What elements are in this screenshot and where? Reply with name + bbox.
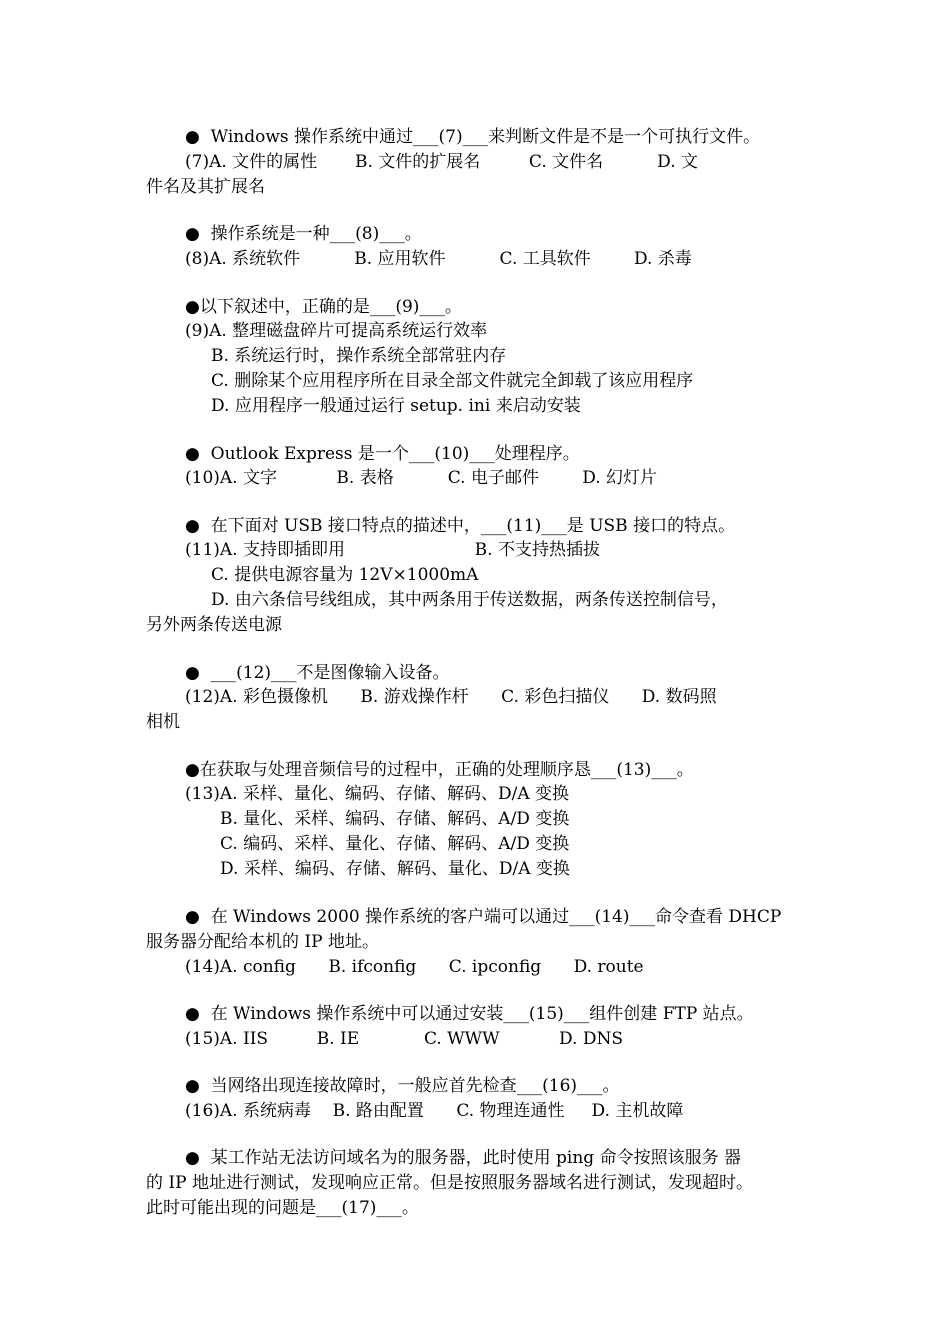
question-10-stem: ● Outlook Express 是一个___(10)___处理程序。 (185, 444, 580, 464)
question-14-stem-cont: 服务器分配给本机的 IP 地址。 (146, 932, 379, 952)
question-13-option-d: D. 采样、编码、存储、解码、量化、D/A 变换 (220, 859, 570, 879)
question-12-options: (12)A. 彩色摄像机 B. 游戏操作杆 C. 彩色扫描仪 D. 数码照 (185, 687, 717, 707)
question-9-option-b: B. 系统运行时，操作系统全部常驻内存 (211, 346, 507, 366)
question-13-option-a: (13)A. 采样、量化、编码、存储、解码、D/A 变换 (185, 784, 570, 804)
question-14-options: (14)A. config B. ifconfig C. ipconfig D. route (185, 957, 644, 977)
question-15-stem: ● 在 Windows 操作系统中可以通过安装___(15)___组件创建 FTP 站点。 (185, 1004, 754, 1024)
question-11-option-d: D. 由六条信号线组成，其中两条用于传送数据，两条传送控制信号， (211, 590, 728, 610)
question-7-options-cont: 件名及其扩展名 (146, 177, 265, 197)
question-11-option-c: C. 提供电源容量为 12V×1000mA (211, 565, 479, 585)
question-13-option-b: B. 量化、采样、编码、存储、解码、A/D 变换 (220, 809, 570, 829)
question-9-option-a: (9)A. 整理磁盘碎片可提高系统运行效率 (185, 321, 488, 341)
question-8-options: (8)A. 系统软件 B. 应用软件 C. 工具软件 D. 杀毒 (185, 249, 692, 269)
question-16-options: (16)A. 系统病毒 B. 路由配置 C. 物理连通性 D. 主机故障 (185, 1101, 684, 1121)
question-12-stem: ● ___(12)___不是图像输入设备。 (185, 663, 450, 683)
question-11-option-d-cont: 另外两条传送电源 (146, 615, 282, 635)
question-12-options-cont: 相机 (146, 712, 180, 732)
question-9-stem: ●以下叙述中，正确的是___(9)___。 (185, 297, 462, 317)
question-13-option-c: C. 编码、采样、量化、存储、解码、A/D 变换 (220, 834, 570, 854)
question-17-stem-cont-2: 此时可能出现的问题是___(17)___。 (146, 1198, 419, 1218)
question-17-stem: ● 某工作站无法访问域名为的服务器，此时使用 ping 命令按照该服务 器 (185, 1148, 742, 1168)
question-9-option-c: C. 删除某个应用程序所在目录全部文件就完全卸载了该应用程序 (211, 371, 694, 391)
question-13-stem: ●在获取与处理音频信号的过程中，正确的处理顺序恳___(13)___。 (185, 760, 694, 780)
question-15-options: (15)A. IIS B. IE C. WWW D. DNS (185, 1029, 624, 1049)
question-8-stem: ● 操作系统是一种___(8)___。 (185, 224, 422, 244)
question-17-stem-cont-1: 的 IP 地址进行测试，发现响应正常。但是按照服务器域名进行测试，发现超时。 (146, 1173, 753, 1193)
question-10-options: (10)A. 文字 B. 表格 C. 电子邮件 D. 幻灯片 (185, 468, 658, 488)
question-7-stem: ● Windows 操作系统中通过___(7)___来判断文件是不是一个可执行文件。 (185, 127, 761, 147)
question-11-stem: ● 在下面对 USB 接口特点的描述中，___(11)___是 USB 接口的特点。 (185, 516, 736, 536)
question-9-option-d: D. 应用程序一般通过运行 setup. ini 来启动安装 (211, 396, 581, 416)
question-14-stem: ● 在 Windows 2000 操作系统的客户端可以通过___(14)___命令查看 DHCP (185, 907, 782, 927)
question-11-options-ab: (11)A. 支持即插即用 B. 不支持热插拔 (185, 540, 600, 560)
question-16-stem: ● 当网络出现连接故障时，一般应首先检查___(16)___。 (185, 1076, 620, 1096)
question-7-options: (7)A. 文件的属性 B. 文件的扩展名 C. 文件名 D. 文 (185, 152, 699, 172)
